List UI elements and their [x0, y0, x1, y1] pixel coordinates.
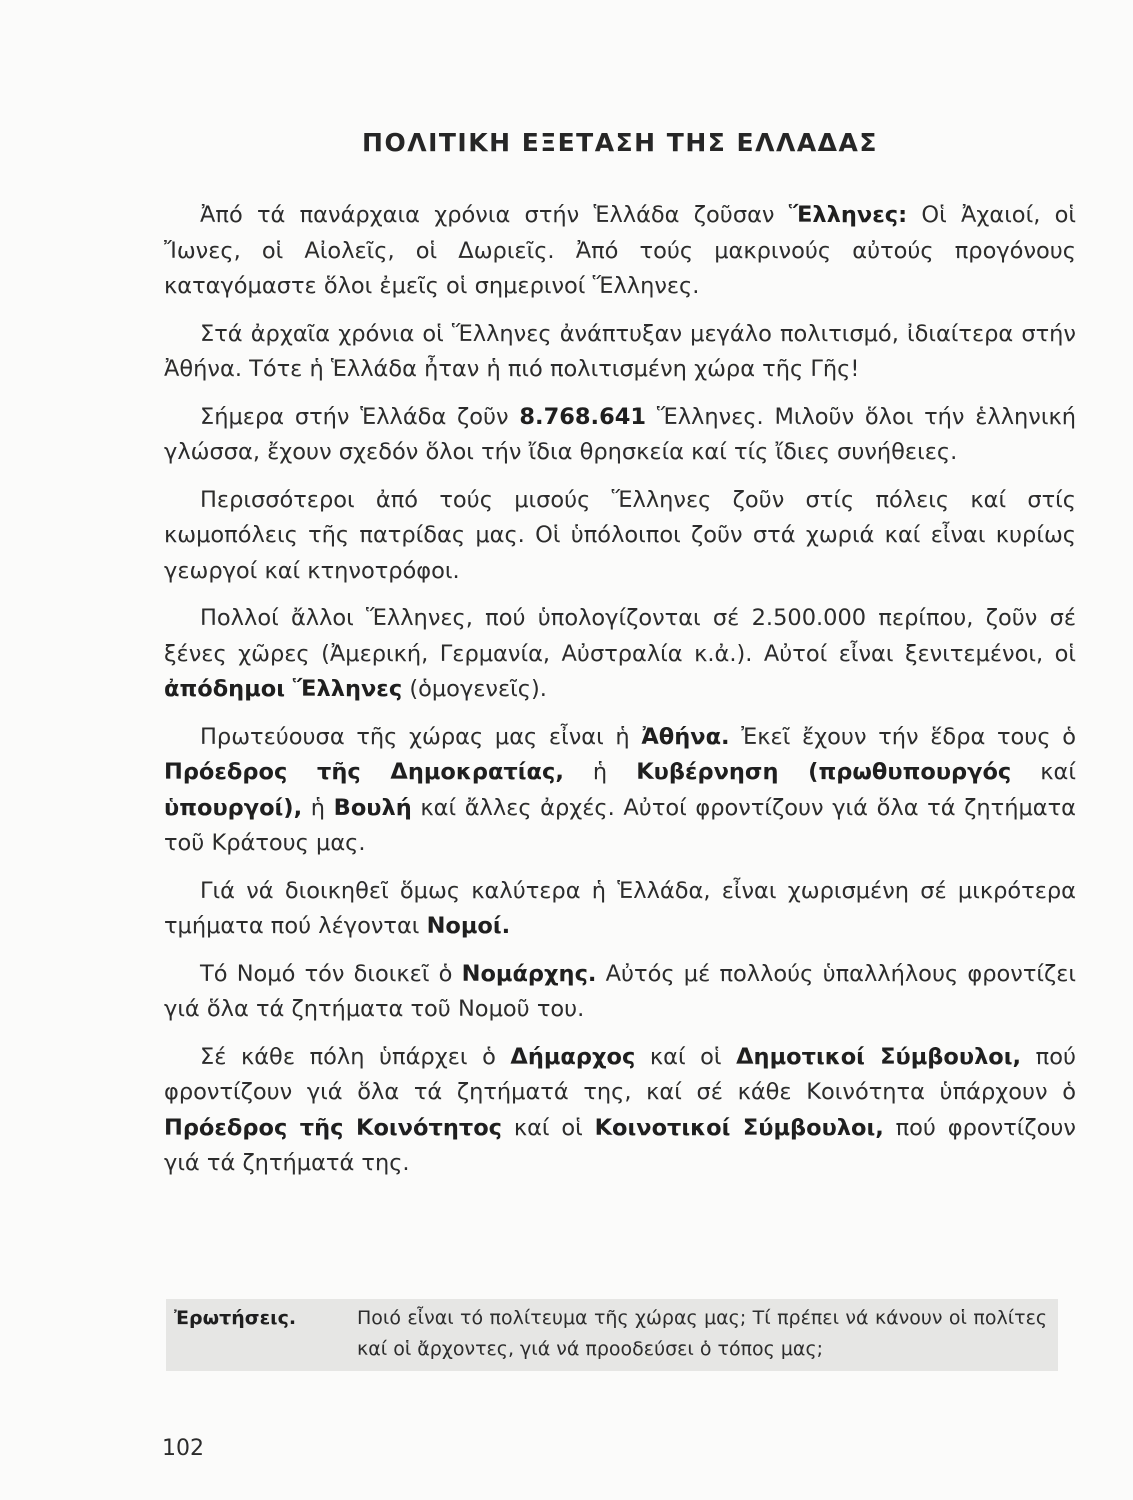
bold-text: Νομάρχης. — [461, 960, 597, 987]
bold-text: Κυβέρνηση (πρωθυπουργός — [636, 759, 1012, 785]
body-text — [164, 198, 1076, 1194]
text-run: Περισσότεροι ἀπό τούς μισούς Ἕλληνες ζοῦν στίς πόλεις καί στίς κωμοπόλεις τῆς πατρίδας μας. Οἱ ὑπόλοιποι ζοῦν στά χωριά καί εἶναι κυρίως γεωργοί καί κτηνοτρόφοι. — [164, 486, 1076, 584]
paragraph — [164, 1040, 1076, 1182]
bold-text: ἀπόδημοι Ἕλληνες — [164, 676, 403, 702]
page-title: ΠΟΛΙΤΙΚΗ ΕΞΕΤΑΣΗ ΤΗΣ ΕΛΛΑΔΑΣ — [362, 128, 878, 157]
text-run: Οἱ Ἀχαιοί, οἱ Ἴωνες, οἱ Αἰολεῖς, οἱ Δωριεῖς. Ἀπό τούς μακρινούς αὐτούς προγόνους καταγόμαστε ὅλοι ἐμεῖς οἱ σημερινοί Ἕλληνες. — [164, 202, 1076, 299]
text-run: καί ἄλλες ἀρχές. Αὐτοί φροντίζουν γιά ὅλα τά ζητήματα τοῦ Κράτους μας. — [164, 794, 1076, 856]
page-number: 102 — [162, 1436, 204, 1461]
bold-text: Δήμαρχος — [510, 1043, 636, 1070]
paragraph — [164, 317, 1076, 388]
text-run: Αὐτός μέ πολλούς ὑπαλλήλους φροντίζει γιά ὅλα τά ζητήματα τοῦ Νομοῦ του. — [164, 960, 1077, 1022]
questions-text: Ποιό εἶναι τό πολίτευμα τῆς χώρας μας; Τί πρέπει νά κάνουν οἱ πολίτες καί οἱ ἄρχοντες, γιά νά προοδεύσει ὁ τόπος μας; — [357, 1307, 1047, 1360]
bold-text: ὑπουργοί), — [164, 794, 303, 821]
text-run: Πολλοί ἄλλοι Ἕλληνες, πού ὑπολογίζονται σέ 2.500.000 περίπου, ζοῦν σέ ξένες χῶρες (Ἀμερική, Γερμανία, Αὐστραλία κ.ἀ.). Αὐτοί εἶναι ξενιτεμένοι, οἱ — [164, 605, 1076, 667]
paragraph — [164, 483, 1076, 590]
bold-text: Ἀθήνα. — [641, 723, 730, 750]
text-run: Στά ἀρχαῖα χρόνια οἱ Ἕλληνες ἀνάπτυξαν μεγάλο πολιτισμό, ἰδιαίτερα στήν Ἀθήνα. Τότε ἡ Ἑλλάδα ἦταν ἡ πιό πολιτισμένη χώρα τῆς Γῆς! — [164, 320, 1076, 382]
text-run: Σήμερα στήν Ἑλλάδα ζοῦν — [200, 403, 520, 430]
text-run: Πρωτεύουσα τῆς χώρας μας εἶναι ἡ — [200, 723, 642, 750]
bold-text: Πρόεδρος τῆς Δημοκρατίας, — [164, 759, 564, 785]
text-run: πού φροντίζουν γιά ὅλα τά ζητήματά της, καί σέ κάθε Κοινότητα ὑπάρχουν ὁ — [164, 1043, 1076, 1105]
text-run: Ἐκεῖ ἔχουν τήν ἕδρα τους ὁ — [729, 723, 1076, 750]
text-run: Τό Νομό τόν διοικεῖ ὁ — [200, 960, 462, 987]
bold-text: Νομοί. — [426, 913, 511, 939]
paragraph — [164, 400, 1076, 471]
text-run: πού φροντίζουν γιά τά ζητήματά της. — [164, 1114, 1076, 1176]
text-run: Γιά νά διοικηθεῖ ὅμως καλύτερα ἡ Ἑλλάδα, εἶναι χωρισμένη σέ μικρότερα τμήματα πού λέγονται — [164, 877, 1076, 939]
text-run: καί οἱ — [502, 1114, 595, 1141]
bold-text: Κοινοτικοί Σύμβουλοι, — [594, 1114, 884, 1141]
bold-text: Ἕλληνες: — [788, 202, 908, 228]
text-run: Ἕλληνες. Μιλοῦν ὅλοι τήν ἑλληνική γλώσσα, ἔχουν σχεδόν ὅλοι τήν ἴδια θρησκεία καί τίς ἴδιες συνήθειες. — [164, 403, 1076, 465]
bold-text: 8.768.641 — [519, 403, 647, 430]
questions-box — [166, 1299, 1058, 1371]
text-run: καί οἱ — [635, 1043, 737, 1070]
bold-text: Δημοτικοί Σύμβουλοι, — [736, 1043, 1022, 1070]
text-run: Ἀπό τά πανάρχαια χρόνια στήν Ἑλλάδα ζοῦσαν — [200, 202, 789, 228]
paragraph — [164, 874, 1076, 945]
bold-text: Βουλή — [333, 794, 412, 821]
paragraph — [164, 720, 1076, 862]
text-run: Σέ κάθε πόλη ὑπάρχει ὁ — [200, 1043, 511, 1070]
questions-label: Ἐρωτήσεις. — [174, 1307, 297, 1329]
text-run: καί — [1011, 759, 1077, 785]
bold-text: Πρόεδρος τῆς Κοινότητος — [164, 1114, 502, 1141]
paragraph — [164, 601, 1076, 708]
text-run: (ὁμογενεῖς). — [402, 676, 547, 702]
text-run: ἡ — [302, 794, 334, 821]
paragraph — [164, 198, 1076, 305]
text-run: ἡ — [563, 759, 637, 785]
paragraph — [164, 957, 1076, 1028]
